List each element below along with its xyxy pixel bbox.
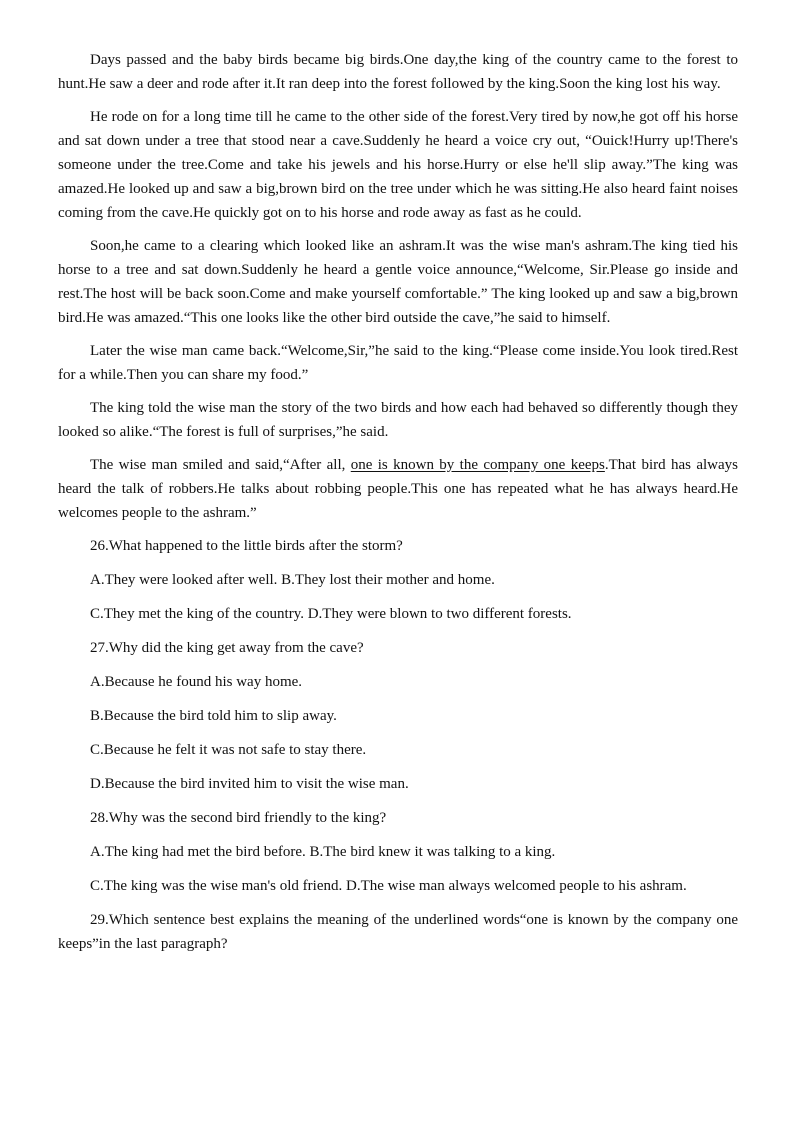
question-27-option-d: D.Because the bird invited him to visit the wise man. xyxy=(90,776,409,792)
exam-page xyxy=(58,48,738,966)
question-28-options-cd: C.The king was the wise man's old friend. D.The wise man always welcomed people to his ashram. xyxy=(90,878,687,894)
paragraph-6-text-before: The wise man smiled and said,“After all, xyxy=(90,457,351,473)
passage-paragraph-6 xyxy=(58,453,738,525)
passage-paragraph-1: Days passed and the baby birds became big birds.One day,the king of the country came to the forest to hunt.He saw a deer and rode after it.It ran deep into the forest followed by the king.Soon the king lost his way. xyxy=(58,52,738,92)
underlined-phrase: one is known by the company one keeps xyxy=(350,457,605,473)
passage-paragraph-5: The king told the wise man the story of the two birds and how each had behaved so differently though they looked so alike.“The forest is full of surprises,”he said. xyxy=(58,400,738,440)
question-27-option-b: B.Because the bird told him to slip away. xyxy=(90,708,337,724)
question-28-options-ab: A.The king had met the bird before. B.The bird knew it was talking to a king. xyxy=(90,844,556,860)
passage-paragraph-4: Later the wise man came back.“Welcome,Sir,”he said to the king.“Please come inside.You look tired.Rest for a while.Then you can share my food.” xyxy=(58,343,738,383)
passage-paragraph-2: He rode on for a long time till he came to the other side of the forest.Very tired by now,he got off his horse and sat down under a tree that stood near a cave.Suddenly he heard a voice cry out, “Ouick!Hurry up!There's someone under the tree.Come and take his jewels and his horse.Hurry or else he'll slip away.”The king was amazed.He looked up and saw a big,brown bird on the tree under which he was sitting.He also heard faint noises coming from the cave.He quickly got on to his horse and rode away as fast as he could. xyxy=(58,109,738,221)
question-26-options-cd: C.They met the king of the country. D.They were blown to two different forests. xyxy=(90,606,572,622)
question-29: 29.Which sentence best explains the meaning of the underlined words“one is known by the company one keeps”in the last paragraph? xyxy=(58,912,738,952)
question-26-options-ab: A.They were looked after well. B.They lost their mother and home. xyxy=(90,572,495,588)
question-27-option-c: C.Because he felt it was not safe to stay there. xyxy=(90,742,367,758)
question-27-option-a: A.Because he found his way home. xyxy=(90,674,303,690)
question-27: 27.Why did the king get away from the cave? xyxy=(90,640,364,656)
question-26: 26.What happened to the little birds after the storm? xyxy=(90,538,403,554)
paragraph-6-text-after: .That bird has always heard the talk of robbers.He talks about robbing people.This one has repeated what he has always heard.He welcomes people to the ashram.” xyxy=(58,457,738,521)
question-28: 28.Why was the second bird friendly to the king? xyxy=(90,810,387,826)
passage-paragraph-3: Soon,he came to a clearing which looked like an ashram.It was the wise man's ashram.The king tied his horse to a tree and sat down.Suddenly he heard a gentle voice announce,“Welcome, Sir.Please go inside and rest.The host will be back soon.Come and make yourself comfortable.” The king looked up and saw a big,brown bird.He was amazed.“This one looks like the other bird outside the cave,”he said to himself. xyxy=(58,238,738,326)
